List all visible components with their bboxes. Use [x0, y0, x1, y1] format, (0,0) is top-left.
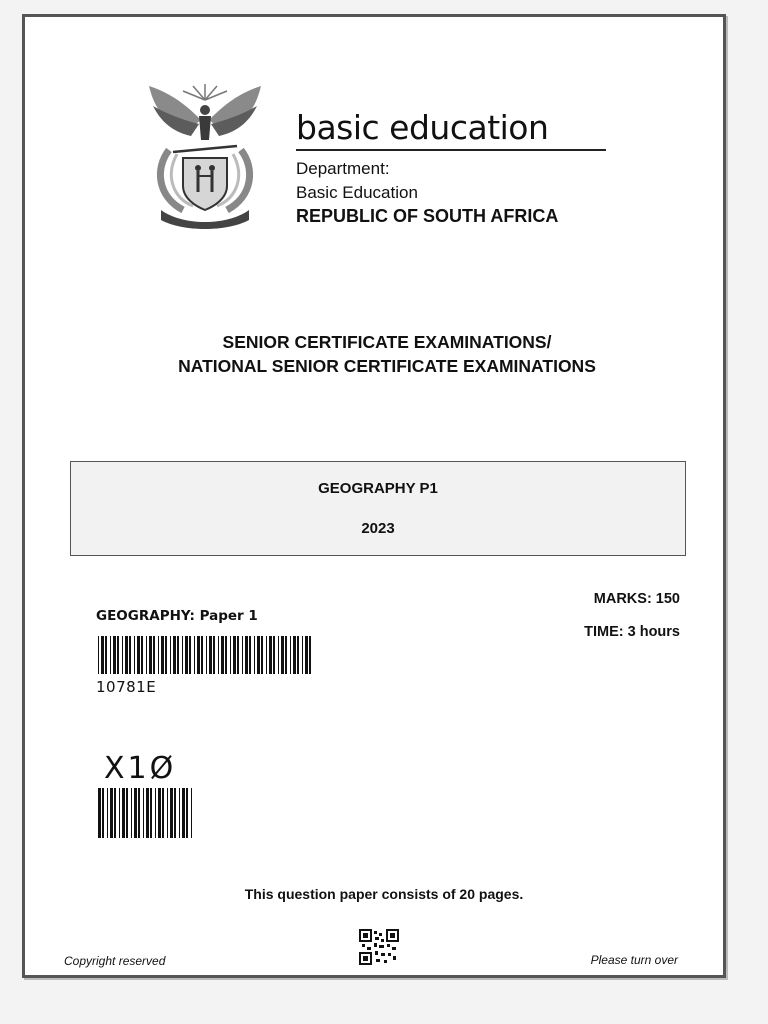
department-label: Department:	[296, 159, 390, 178]
subject-box	[70, 461, 686, 556]
marks-total: MARKS: 150	[593, 591, 680, 607]
exam-title-line-2: NATIONAL SENIOR CERTIFICATE EXAMINATIONS	[178, 356, 596, 376]
time-allowed: TIME: 3 hours	[584, 624, 680, 640]
country-name: REPUBLIC OF SOUTH AFRICA	[296, 206, 559, 226]
subject-name: GEOGRAPHY P1	[318, 480, 438, 497]
exam-year: 2023	[361, 520, 395, 537]
brand-wordmark: basic education	[296, 108, 606, 151]
secondary-barcode-icon	[98, 788, 194, 838]
department-header	[296, 108, 606, 226]
page-count-note: This question paper consists of 20 pages.	[244, 886, 524, 902]
copyright-note: Copyright reserved	[64, 954, 166, 968]
turn-over-note: Please turn over	[590, 953, 678, 967]
exam-title	[22, 330, 752, 378]
paper-label: GEOGRAPHY: Paper 1	[96, 608, 258, 624]
coat-of-arms-icon	[143, 80, 267, 230]
paper-code: X1Ø	[104, 751, 177, 786]
exam-title-line-1: SENIOR CERTIFICATE EXAMINATIONS/	[222, 332, 552, 352]
barcode-icon	[98, 636, 314, 674]
qr-code-icon	[359, 929, 399, 965]
department-name: Basic Education	[296, 183, 418, 202]
barcode-number: 10781E	[96, 678, 157, 696]
